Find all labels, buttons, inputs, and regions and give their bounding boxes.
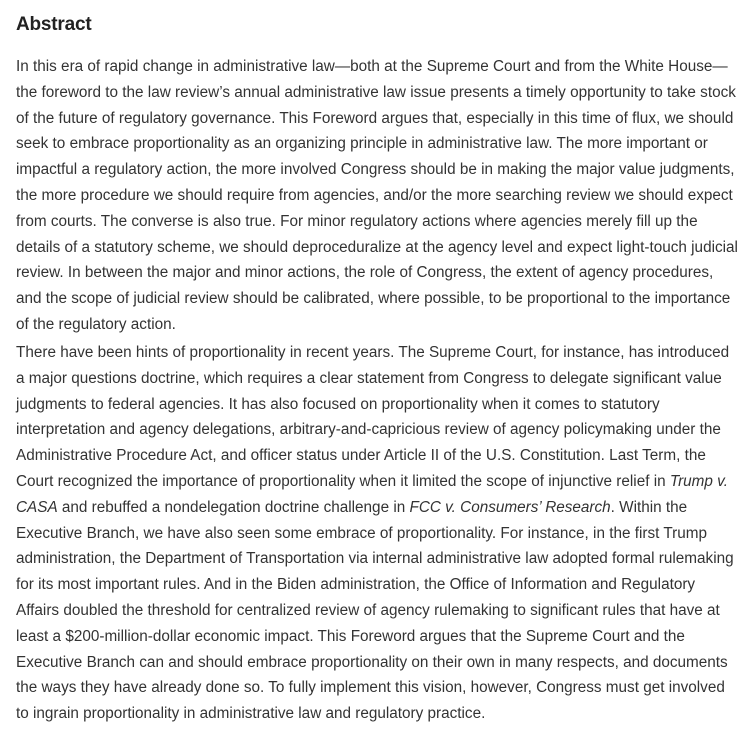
paragraph-2-text-part-1: There have been hints of proportionality in recent years. The Supreme Court, for instance, has introduced a major questions doctrine, which requires a clear statement from Congress to delegate significant value judgments to federal agencies. It has also focused on proportionality when it comes to statutory interpretation and agency delegations, arbitrary-and-capricious review of agency policymaking under the Administrative Procedure Act, and officer status under Article II of the U.S. Constitution. Last Term, the Court recognized the importance of proportionality when it limited the scope of injunctive relief in: [16, 344, 730, 490]
case-name-trump-v-casa: Trump v. CASA: [16, 472, 728, 516]
abstract-paragraph-2: [16, 340, 740, 727]
abstract-paragraph-1: In this era of rapid change in administrative law—both at the Supreme Court and from the White House—the foreword to the law review’s annual administrative law issue presents a timely opportunity to take stock of the future of regulatory governance. This Foreword argues that, especially in this time of flux, we should seek to embrace proportionality as an organizing principle in administrative law. The more important or impactful a regulatory action, the more involved Congress should be in making the major value judgments, the more procedure we should require from agencies, and/or the more searching review we should expect from courts. The converse is also true. For minor regulatory actions where agencies merely fill up the details of a statutory scheme, we should deproceduralize at the agency level and expect light-touch judicial review. In between the major and minor actions, the role of Congress, the extent of agency procedures, and the scope of judicial review should be calibrated, where possible, to be proportional to the importance of the regulatory action.: [16, 58, 738, 333]
paragraph-2-text-part-3: . Within the Executive Branch, we have also seen some embrace of proportionality. For instance, in the first Trump administration, the Department of Transportation via internal administrative law adopted formal rulemaking for its most important rules. And in the Biden administration, the Office of Information and Regulatory Affairs doubled the threshold for centralized review of agency rulemaking to significant rules that have at least a $200-million-dollar economic impact. This Foreword argues that the Supreme Court and the Executive Branch can and should embrace proportionality on their own in many respects, and documents the ways they have already done so. To fully implement this vision, however, Congress must get involved to ingrain proportionality in administrative law and regulatory practice.: [16, 498, 734, 723]
paragraph-2-text-part-2: and rebuffed a nondelegation doctrine challenge in: [57, 498, 410, 516]
case-name-fcc-v-consumers-research: FCC v. Consumers’ Research: [409, 498, 611, 516]
abstract-heading: Abstract: [16, 14, 92, 35]
